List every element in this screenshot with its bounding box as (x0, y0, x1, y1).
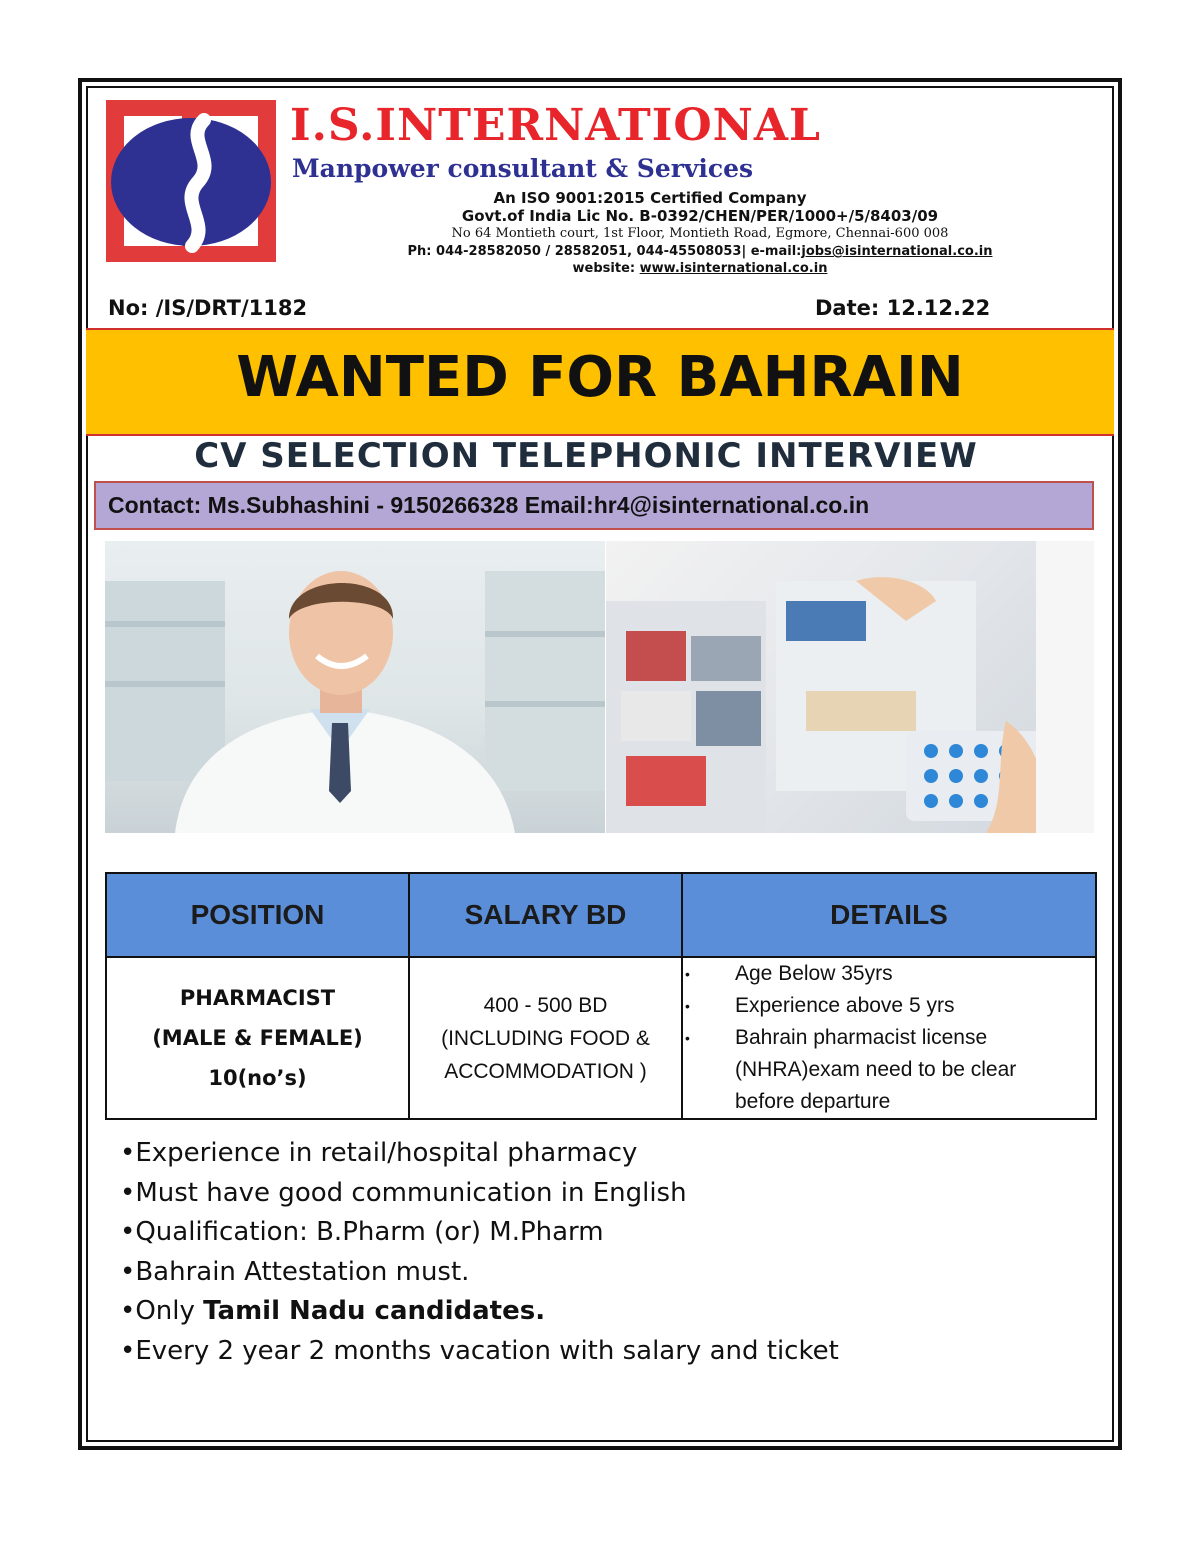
website-line (300, 261, 1100, 276)
requirement-item: •Must have good communication in English (120, 1177, 687, 1208)
job-table (105, 872, 1095, 1118)
company-phone-line (300, 244, 1100, 259)
position-count: 10(no’s) (208, 1066, 307, 1090)
email-link[interactable]: jobs@isinternational.co.in (801, 244, 993, 259)
company-name: I.S.INTERNATIONAL (290, 100, 821, 151)
headline-text: WANTED FOR BAHRAIN (236, 345, 964, 410)
details-list (683, 958, 1095, 1118)
pharmacist-photo (105, 541, 605, 833)
detail-item-continued: (NHRA)exam need to be clear (735, 1058, 1017, 1081)
salary-note-1: (INCLUDING FOOD & (441, 1026, 650, 1050)
header-salary: SALARY BD (409, 873, 682, 957)
position-gender: (MALE & FEMALE) (152, 1026, 363, 1050)
iso-certification: An ISO 9001:2015 Certified Company (493, 189, 807, 207)
requirement-item: •Bahrain Attestation must. (120, 1256, 470, 1287)
header-details: DETAILS (682, 873, 1096, 957)
salary-note-2: ACCOMMODATION ) (444, 1059, 647, 1083)
table-header-row (106, 873, 1096, 957)
requirement-item: •Every 2 year 2 months vacation with salary and ticket (120, 1335, 839, 1366)
requirement-item: •Experience in retail/hospital pharmacy (120, 1138, 638, 1168)
details-cell (682, 957, 1096, 1119)
table-row (106, 957, 1096, 1119)
requirement-item (120, 1292, 1020, 1332)
salary-range: 400 - 500 BD (483, 993, 608, 1017)
requirement-prefix: •Only (120, 1296, 204, 1326)
company-address: No 64 Montieth court, 1st Floor, Montieth Road, Egmore, Chennai-600 008 (451, 226, 949, 241)
detail-item: • Experience above 5 yrs (735, 990, 1095, 1022)
company-logo (106, 100, 276, 262)
website-label: website: (572, 261, 640, 276)
phone-text: Ph: 044-28582050 / 28582051, 044-45508053| e-mail: (407, 244, 802, 259)
document-date: Date: 12.12.22 (815, 296, 991, 320)
salary-cell (409, 957, 682, 1119)
requirements-list (120, 1134, 1020, 1371)
pharmacy-shelf-photo (606, 541, 1094, 833)
requirement-bold-text: Tamil Nadu candidates. (203, 1296, 546, 1326)
requirement-item: •Qualification: B.Pharm (or) M.Pharm (120, 1217, 604, 1247)
govt-license: Govt.of India Lic No. B-0392/CHEN/PER/1000+/5/8403/09 (461, 207, 939, 225)
website-link[interactable]: www.isinternational.co.in (639, 261, 828, 276)
detail-item: • Bahrain pharmacist license (735, 1022, 1095, 1054)
detail-item-continued: before departure (735, 1090, 891, 1113)
position-cell (106, 957, 409, 1119)
subheading: CV SELECTION TELEPHONIC INTERVIEW (194, 436, 978, 476)
contact-text: Contact: Ms.Subhashini - 9150266328 Email:hr4@isinternational.co.in (108, 492, 870, 518)
reference-number: No: /IS/DRT/1182 (108, 296, 308, 320)
position-title: PHARMACIST (179, 986, 336, 1010)
header-position: POSITION (106, 873, 409, 957)
detail-item: • Age Below 35yrs (735, 958, 1095, 990)
company-tagline: Manpower consultant & Services (292, 154, 754, 183)
